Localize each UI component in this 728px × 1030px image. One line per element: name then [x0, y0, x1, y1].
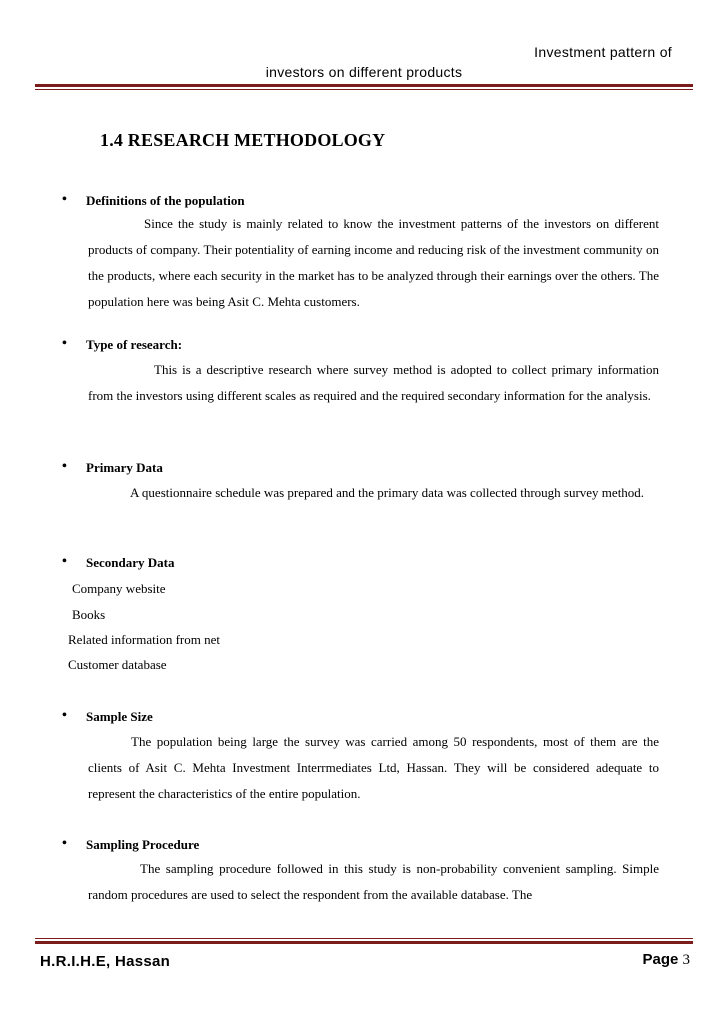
section-title: 1.4 RESEARCH METHODOLOGY	[100, 130, 386, 150]
sampling-text: The sampling procedure followed in this study is non-probability convenient sampling. Simple random procedures are used to select the respondent from the available database. The	[88, 861, 659, 902]
page-number: 3	[682, 952, 690, 968]
bullet-icon: •	[62, 459, 67, 474]
type-text: This is a descriptive research where survey method is adopted to collect primary information from the investors using different scales as required and the required secondary information for the analysis.	[88, 362, 659, 403]
bullet-icon: •	[62, 554, 67, 569]
footer-rule-thick	[35, 941, 693, 944]
secondary-item: Related information from net	[68, 632, 220, 647]
header-title-line2: investors on different products	[265, 64, 463, 80]
bullet-icon: •	[62, 836, 67, 851]
header-rule-thick	[35, 84, 693, 87]
header-rule-thin	[35, 89, 693, 90]
bullet-icon: •	[62, 192, 67, 207]
bullet-icon: •	[62, 336, 67, 351]
secondary-heading: Secondary Data	[86, 555, 175, 570]
footer-page-indicator	[642, 951, 690, 969]
secondary-item: Company website	[72, 581, 166, 596]
header-title-line1: Investment pattern of	[534, 44, 672, 60]
footer-rule-thin	[35, 938, 693, 939]
primary-text: A questionnaire schedule was prepared and the primary data was collected through survey method.	[130, 485, 645, 500]
primary-heading: Primary Data	[86, 460, 163, 475]
population-text: Since the study is mainly related to know the investment patterns of the investors on different products of company. Their potentiality of earning income and reducing risk of the investment community on the products, where each security in the market has to be analyzed through their earnings over the others. The population here was being Asit C. Mehta customers.	[88, 216, 659, 309]
secondary-item: Customer database	[68, 657, 167, 672]
bullet-icon: •	[62, 708, 67, 723]
sample-size-heading: Sample Size	[86, 709, 153, 724]
sampling-heading: Sampling Procedure	[86, 837, 200, 852]
page-label: Page	[642, 951, 679, 968]
sample-size-text: The population being large the survey was carried among 50 respondents, most of them are the clients of Asit C. Mehta Investment Interrmediates Ltd, Hassan. They will be considered adequate to represent the characteristics of the entire population.	[88, 734, 659, 801]
type-heading: Type of research:	[86, 337, 183, 352]
secondary-item: Books	[72, 607, 106, 622]
footer-institution: H.R.I.H.E, Hassan	[40, 953, 171, 970]
population-heading: Definitions of the population	[86, 193, 245, 208]
